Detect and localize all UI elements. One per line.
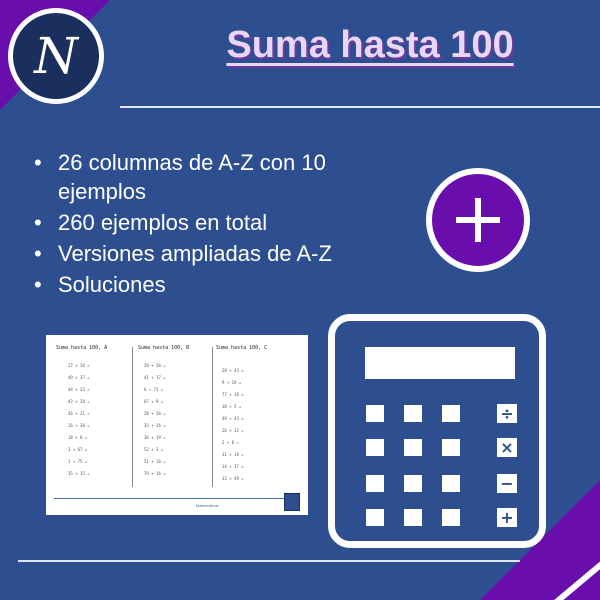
multiply-icon: × — [497, 438, 517, 457]
column-divider — [132, 347, 133, 487]
feature-item: • 26 columnas de A-Z con 10 ejemplos — [28, 148, 408, 206]
page-title: Suma hasta 100 — [226, 24, 514, 66]
worksheet-exercise: 49 + 43 = — [222, 416, 244, 421]
worksheet-column-title: Suma hasta 100, A — [56, 345, 108, 351]
header-divider — [120, 106, 600, 108]
worksheet-exercise: 52 + 3 = — [144, 447, 164, 452]
calculator-display — [365, 347, 515, 379]
worksheet-exercise: 46 + 21 = — [68, 411, 90, 416]
worksheet-exercise: 2 + 8 = — [222, 440, 239, 445]
calculator-icon — [284, 493, 300, 511]
footer-divider — [18, 560, 520, 562]
calculator-key — [442, 405, 460, 422]
worksheet-exercise: 6 + 71 = — [144, 387, 164, 392]
worksheet-exercise: 29 + 36 = — [144, 363, 166, 368]
worksheet-exercise: 28 + 43 = — [222, 368, 244, 373]
worksheet-exercise: 79 + 16 = — [144, 471, 166, 476]
worksheet-exercise: 1 + 75 = — [68, 459, 88, 464]
brand-logo — [8, 8, 104, 104]
calculator-key — [404, 509, 422, 526]
worksheet-column-c — [216, 345, 296, 351]
worksheet-exercise: 36 + 19 = — [144, 435, 166, 440]
calculator-key — [366, 439, 384, 456]
worksheet-column-title: Suma hasta 100, B — [138, 345, 190, 351]
calculator-key — [366, 509, 384, 526]
worksheet-exercise: 9 + 19 = — [222, 380, 242, 385]
feature-item: • Soluciones — [28, 270, 408, 299]
worksheet-footer-rule — [54, 498, 284, 499]
plus-icon — [456, 198, 500, 242]
worksheet-exercise: 3 + 67 = — [68, 447, 88, 452]
worksheet-preview — [46, 335, 308, 515]
worksheet-exercise: 43 + 28 = — [68, 399, 90, 404]
feature-item: • Versiones ampliadas de A-Z — [28, 239, 408, 268]
calculator-key — [442, 439, 460, 456]
calculator-key — [366, 405, 384, 422]
worksheet-exercise: 27 + 34 = — [68, 363, 90, 368]
worksheet-exercise: 26 + 12 = — [222, 428, 244, 433]
calculator-key — [404, 439, 422, 456]
worksheet-exercise: 26 + 36 = — [68, 423, 90, 428]
worksheet-exercise: 28 + 36 = — [144, 411, 166, 416]
worksheet-exercise: 31 + 19 = — [222, 452, 244, 457]
calculator-illustration — [328, 314, 546, 548]
worksheet-exercise: 49 + 37 = — [68, 375, 90, 380]
worksheet-exercise: 18 + 8 = — [68, 435, 88, 440]
divide-icon: ÷ — [497, 404, 517, 423]
calculator-key — [366, 475, 384, 492]
plus-icon: + — [497, 508, 517, 527]
worksheet-exercise: 10 + 5 = — [222, 404, 242, 409]
worksheet-exercise: 41 + 17 = — [144, 375, 166, 380]
calculator-key — [442, 509, 460, 526]
logo-letter: N — [34, 27, 78, 85]
worksheet-exercise: 33 + 49 = — [222, 476, 244, 481]
worksheet-exercise: 51 + 16 = — [144, 459, 166, 464]
worksheet-column-b — [138, 345, 218, 351]
worksheet-column-a — [56, 345, 136, 351]
worksheet-footer: Matemáticas — [196, 503, 219, 508]
calculator-key — [442, 475, 460, 492]
addition-badge — [426, 168, 530, 272]
worksheet-exercise: 14 + 37 = — [222, 464, 244, 469]
worksheet-exercise: 44 + 33 = — [68, 387, 90, 392]
worksheet-exercise: 35 + 15 = — [68, 471, 90, 476]
worksheet-column-title: Suma hasta 100, C — [216, 345, 268, 351]
minus-icon: − — [497, 474, 517, 493]
calculator-key — [404, 405, 422, 422]
feature-list — [28, 148, 408, 301]
feature-item: • 260 ejemplos en total — [28, 208, 408, 237]
column-divider — [212, 347, 213, 487]
calculator-key — [404, 475, 422, 492]
worksheet-exercise: 67 + 9 = — [144, 399, 164, 404]
worksheet-exercise: 35 + 26 = — [144, 423, 166, 428]
worksheet-exercise: 77 + 16 = — [222, 392, 244, 397]
